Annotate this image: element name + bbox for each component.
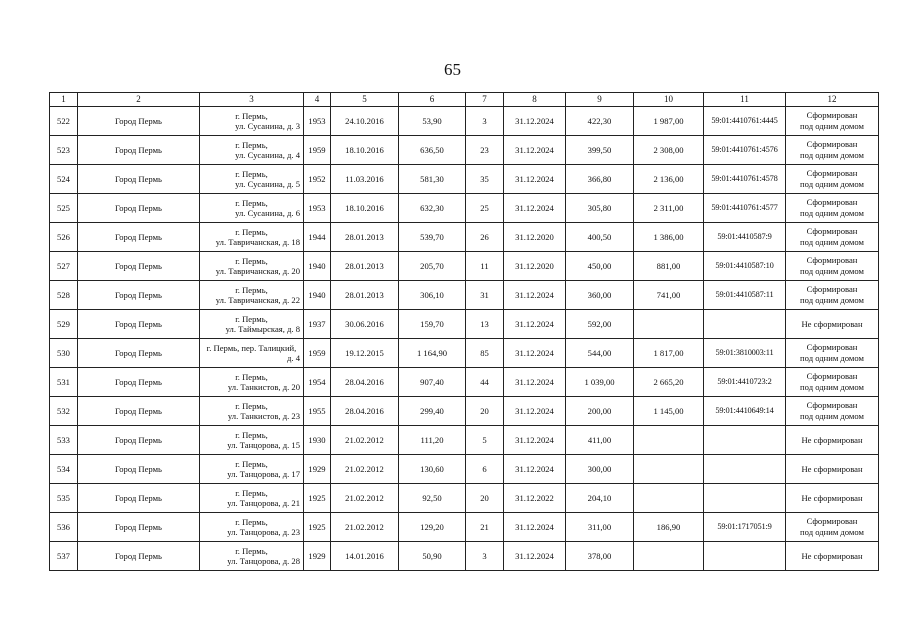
value10-cell: 1 817,00 <box>634 339 704 368</box>
address-cell <box>200 252 304 281</box>
status-line: Сформирован <box>806 197 858 207</box>
table-row <box>50 310 879 339</box>
status-line: Сформирован <box>806 516 858 526</box>
address-line-city: г. Пермь, <box>235 255 268 266</box>
status-line: Сформирован <box>806 110 858 120</box>
address-cell <box>200 107 304 136</box>
value9-cell: 305,80 <box>566 194 634 223</box>
year-cell: 1925 <box>304 513 331 542</box>
status-detail: под одним домом <box>800 208 864 218</box>
value9-cell: 592,00 <box>566 310 634 339</box>
address-line-street: д. 4 <box>287 353 300 363</box>
address-line-city: г. Пермь, <box>235 487 268 498</box>
value10-cell: 2 311,00 <box>634 194 704 223</box>
city-cell: Город Пермь <box>78 223 200 252</box>
city-cell: Город Пермь <box>78 252 200 281</box>
value9-cell: 366,80 <box>566 165 634 194</box>
address-line-city: г. Пермь, <box>235 110 268 121</box>
city-cell: Город Пермь <box>78 397 200 426</box>
table-row <box>50 281 879 310</box>
header-row <box>50 93 879 107</box>
column-header: 12 <box>786 93 879 107</box>
status-detail: под одним домом <box>800 121 864 131</box>
table-row <box>50 484 879 513</box>
status-cell <box>786 281 879 310</box>
area-cell: 129,20 <box>399 513 466 542</box>
end-date-cell: 31.12.2024 <box>504 310 566 339</box>
address-cell <box>200 136 304 165</box>
status-detail: под одним домом <box>800 295 864 305</box>
address-cell <box>200 484 304 513</box>
address-line-city: г. Пермь, <box>235 139 268 150</box>
status-detail: под одним домом <box>800 411 864 421</box>
row-number: 535 <box>50 484 78 513</box>
address-line-street: ул. Тавричанская, д. 22 <box>215 295 300 305</box>
cadastral-cell: 59:01:4410587:11 <box>704 281 786 310</box>
cadastral-cell: 59:01:4410649:14 <box>704 397 786 426</box>
value9-cell: 311,00 <box>566 513 634 542</box>
area-cell: 130,60 <box>399 455 466 484</box>
address-cell <box>200 194 304 223</box>
column-header: 8 <box>504 93 566 107</box>
address-line-city: г. Пермь, <box>235 371 268 382</box>
value9-cell: 450,00 <box>566 252 634 281</box>
column-header: 10 <box>634 93 704 107</box>
count-cell: 3 <box>466 107 504 136</box>
status-cell <box>786 368 879 397</box>
table-row <box>50 223 879 252</box>
date-cell: 21.02.2012 <box>331 513 399 542</box>
date-cell: 24.10.2016 <box>331 107 399 136</box>
value9-cell: 399,50 <box>566 136 634 165</box>
address-line-street: ул. Танкистов, д. 20 <box>227 382 300 392</box>
status-cell <box>786 252 879 281</box>
address-line-city: г. Пермь, <box>235 197 268 208</box>
status-line: Сформирован <box>806 400 858 410</box>
city-cell: Город Пермь <box>78 542 200 571</box>
status-detail: под одним домом <box>800 237 864 247</box>
status-line: Не сформирован <box>801 463 863 474</box>
row-number: 526 <box>50 223 78 252</box>
row-number: 528 <box>50 281 78 310</box>
address-line-city: г. Пермь, <box>235 284 268 295</box>
address-cell <box>200 339 304 368</box>
city-cell: Город Пермь <box>78 194 200 223</box>
end-date-cell: 31.12.2024 <box>504 107 566 136</box>
cadastral-cell <box>704 426 786 455</box>
value9-cell: 378,00 <box>566 542 634 571</box>
address-cell <box>200 223 304 252</box>
row-number: 527 <box>50 252 78 281</box>
status-cell <box>786 339 879 368</box>
value10-cell: 1 386,00 <box>634 223 704 252</box>
end-date-cell: 31.12.2024 <box>504 281 566 310</box>
end-date-cell: 31.12.2024 <box>504 194 566 223</box>
status-line: Сформирован <box>806 168 858 178</box>
status-cell <box>786 136 879 165</box>
city-cell: Город Пермь <box>78 426 200 455</box>
year-cell: 1925 <box>304 484 331 513</box>
status-detail: под одним домом <box>800 353 864 363</box>
count-cell: 35 <box>466 165 504 194</box>
city-cell: Город Пермь <box>78 136 200 165</box>
status-line: Сформирован <box>806 226 858 236</box>
address-line-street: ул. Сусанина, д. 3 <box>235 121 300 131</box>
area-cell: 159,70 <box>399 310 466 339</box>
end-date-cell: 31.12.2024 <box>504 165 566 194</box>
row-number: 533 <box>50 426 78 455</box>
year-cell: 1959 <box>304 136 331 165</box>
area-cell: 1 164,90 <box>399 339 466 368</box>
column-header: 2 <box>78 93 200 107</box>
value10-cell <box>634 310 704 339</box>
cadastral-cell: 59:01:4410723:2 <box>704 368 786 397</box>
area-cell: 299,40 <box>399 397 466 426</box>
row-number: 531 <box>50 368 78 397</box>
row-number: 530 <box>50 339 78 368</box>
column-header: 1 <box>50 93 78 107</box>
address-line-street: ул. Танцорова, д. 21 <box>227 498 300 508</box>
address-cell <box>200 368 304 397</box>
year-cell: 1953 <box>304 194 331 223</box>
count-cell: 13 <box>466 310 504 339</box>
year-cell: 1944 <box>304 223 331 252</box>
column-header: 11 <box>704 93 786 107</box>
table-row <box>50 397 879 426</box>
table-row <box>50 194 879 223</box>
cadastral-cell: 59:01:1717051:9 <box>704 513 786 542</box>
area-cell: 539,70 <box>399 223 466 252</box>
table-row <box>50 542 879 571</box>
address-line-street: ул. Танцорова, д. 15 <box>227 440 300 450</box>
address-line-street: ул. Сусанина, д. 5 <box>235 179 300 189</box>
row-number: 532 <box>50 397 78 426</box>
year-cell: 1930 <box>304 426 331 455</box>
end-date-cell: 31.12.2024 <box>504 368 566 397</box>
table-row <box>50 339 879 368</box>
value9-cell: 422,30 <box>566 107 634 136</box>
status-cell <box>786 513 879 542</box>
value9-cell: 300,00 <box>566 455 634 484</box>
area-cell: 636,50 <box>399 136 466 165</box>
end-date-cell: 31.12.2024 <box>504 426 566 455</box>
table-row <box>50 252 879 281</box>
date-cell: 28.01.2013 <box>331 223 399 252</box>
address-line-city: г. Пермь, <box>235 545 268 556</box>
year-cell: 1952 <box>304 165 331 194</box>
count-cell: 26 <box>466 223 504 252</box>
status-detail: под одним домом <box>800 382 864 392</box>
status-cell <box>786 165 879 194</box>
count-cell: 11 <box>466 252 504 281</box>
city-cell: Город Пермь <box>78 484 200 513</box>
year-cell: 1953 <box>304 107 331 136</box>
column-header: 4 <box>304 93 331 107</box>
date-cell: 28.04.2016 <box>331 397 399 426</box>
city-cell: Город Пермь <box>78 165 200 194</box>
status-cell <box>786 484 879 513</box>
status-line: Не сформирован <box>801 434 863 445</box>
address-cell <box>200 513 304 542</box>
end-date-cell: 31.12.2024 <box>504 513 566 542</box>
count-cell: 6 <box>466 455 504 484</box>
value10-cell <box>634 455 704 484</box>
city-cell: Город Пермь <box>78 281 200 310</box>
table-row <box>50 368 879 397</box>
city-cell: Город Пермь <box>78 107 200 136</box>
value10-cell: 2 136,00 <box>634 165 704 194</box>
address-line-city: г. Пермь, <box>235 458 268 469</box>
status-line: Сформирован <box>806 284 858 294</box>
address-cell <box>200 397 304 426</box>
row-number: 529 <box>50 310 78 339</box>
address-line-city: г. Пермь, <box>235 400 268 411</box>
housing-table <box>49 92 879 571</box>
end-date-cell: 31.12.2024 <box>504 339 566 368</box>
value10-cell <box>634 426 704 455</box>
date-cell: 30.06.2016 <box>331 310 399 339</box>
address-line-street: ул. Таймырская, д. 8 <box>225 324 300 334</box>
status-cell <box>786 397 879 426</box>
date-cell: 21.02.2012 <box>331 426 399 455</box>
cadastral-cell: 59:01:4410761:4577 <box>704 194 786 223</box>
count-cell: 85 <box>466 339 504 368</box>
address-line-city: г. Пермь, <box>235 429 268 440</box>
address-cell <box>200 542 304 571</box>
end-date-cell: 31.12.2024 <box>504 455 566 484</box>
address-line-street: ул. Сусанина, д. 4 <box>235 150 300 160</box>
status-line: Не сформирован <box>801 550 863 561</box>
count-cell: 5 <box>466 426 504 455</box>
column-header: 5 <box>331 93 399 107</box>
address-line-city: г. Пермь, <box>235 226 268 237</box>
value10-cell: 741,00 <box>634 281 704 310</box>
status-cell <box>786 223 879 252</box>
count-cell: 20 <box>466 397 504 426</box>
city-cell: Город Пермь <box>78 310 200 339</box>
count-cell: 31 <box>466 281 504 310</box>
row-number: 537 <box>50 542 78 571</box>
address-line-street: ул. Танкистов, д. 23 <box>227 411 300 421</box>
count-cell: 44 <box>466 368 504 397</box>
value9-cell: 204,10 <box>566 484 634 513</box>
area-cell: 581,30 <box>399 165 466 194</box>
year-cell: 1940 <box>304 252 331 281</box>
date-cell: 18.10.2016 <box>331 136 399 165</box>
status-line: Сформирован <box>806 371 858 381</box>
row-number: 523 <box>50 136 78 165</box>
value9-cell: 400,50 <box>566 223 634 252</box>
table-row <box>50 426 879 455</box>
cadastral-cell: 59:01:4410587:10 <box>704 252 786 281</box>
address-line-city: г. Пермь, <box>235 168 268 179</box>
count-cell: 3 <box>466 542 504 571</box>
value10-cell: 1 145,00 <box>634 397 704 426</box>
area-cell: 53,90 <box>399 107 466 136</box>
row-number: 522 <box>50 107 78 136</box>
status-cell <box>786 194 879 223</box>
cadastral-cell <box>704 542 786 571</box>
page-number: 65 <box>444 60 461 79</box>
address-line-street: ул. Сусанина, д. 6 <box>235 208 300 218</box>
end-date-cell: 31.12.2020 <box>504 252 566 281</box>
column-header: 7 <box>466 93 504 107</box>
cadastral-cell: 59:01:3810003:11 <box>704 339 786 368</box>
cadastral-cell <box>704 484 786 513</box>
status-detail: под одним домом <box>800 150 864 160</box>
row-number: 524 <box>50 165 78 194</box>
date-cell: 28.01.2013 <box>331 281 399 310</box>
city-cell: Город Пермь <box>78 339 200 368</box>
status-line: Сформирован <box>806 255 858 265</box>
cadastral-cell: 59:01:4410761:4445 <box>704 107 786 136</box>
status-detail: под одним домом <box>800 266 864 276</box>
count-cell: 21 <box>466 513 504 542</box>
value10-cell: 1 987,00 <box>634 107 704 136</box>
row-number: 534 <box>50 455 78 484</box>
count-cell: 20 <box>466 484 504 513</box>
status-detail: под одним домом <box>800 527 864 537</box>
city-cell: Город Пермь <box>78 455 200 484</box>
cadastral-cell <box>704 310 786 339</box>
year-cell: 1937 <box>304 310 331 339</box>
row-number: 536 <box>50 513 78 542</box>
value9-cell: 360,00 <box>566 281 634 310</box>
value10-cell <box>634 484 704 513</box>
end-date-cell: 31.12.2024 <box>504 542 566 571</box>
column-header: 9 <box>566 93 634 107</box>
table-row <box>50 455 879 484</box>
area-cell: 907,40 <box>399 368 466 397</box>
year-cell: 1940 <box>304 281 331 310</box>
value10-cell <box>634 542 704 571</box>
value10-cell: 2 665,20 <box>634 368 704 397</box>
area-cell: 632,30 <box>399 194 466 223</box>
date-cell: 21.02.2012 <box>331 455 399 484</box>
address-line-city: г. Пермь, пер. Талицкий, <box>206 342 297 353</box>
year-cell: 1954 <box>304 368 331 397</box>
address-cell <box>200 455 304 484</box>
address-line-street: ул. Танцорова, д. 17 <box>227 469 300 479</box>
date-cell: 28.04.2016 <box>331 368 399 397</box>
cadastral-cell: 59:01:4410587:9 <box>704 223 786 252</box>
area-cell: 50,90 <box>399 542 466 571</box>
date-cell: 19.12.2015 <box>331 339 399 368</box>
count-cell: 23 <box>466 136 504 165</box>
value9-cell: 544,00 <box>566 339 634 368</box>
row-number: 525 <box>50 194 78 223</box>
status-cell <box>786 426 879 455</box>
area-cell: 111,20 <box>399 426 466 455</box>
address-cell <box>200 281 304 310</box>
count-cell: 25 <box>466 194 504 223</box>
address-line-street: ул. Танцорова, д. 23 <box>227 527 300 537</box>
address-line-street: ул. Тавричанская, д. 18 <box>215 237 300 247</box>
end-date-cell: 31.12.2020 <box>504 223 566 252</box>
status-cell <box>786 310 879 339</box>
cadastral-cell <box>704 455 786 484</box>
area-cell: 306,10 <box>399 281 466 310</box>
area-cell: 205,70 <box>399 252 466 281</box>
address-cell <box>200 165 304 194</box>
status-line: Сформирован <box>806 139 858 149</box>
year-cell: 1929 <box>304 455 331 484</box>
cadastral-cell: 59:01:4410761:4578 <box>704 165 786 194</box>
table-row <box>50 513 879 542</box>
value9-cell: 411,00 <box>566 426 634 455</box>
column-header: 3 <box>200 93 304 107</box>
value10-cell: 186,90 <box>634 513 704 542</box>
table-row <box>50 136 879 165</box>
date-cell: 21.02.2012 <box>331 484 399 513</box>
date-cell: 28.01.2013 <box>331 252 399 281</box>
year-cell: 1929 <box>304 542 331 571</box>
value10-cell: 881,00 <box>634 252 704 281</box>
year-cell: 1955 <box>304 397 331 426</box>
address-line-street: ул. Тавричанская, д. 20 <box>215 266 300 276</box>
status-line: Не сформирован <box>801 492 863 503</box>
end-date-cell: 31.12.2024 <box>504 397 566 426</box>
status-cell <box>786 455 879 484</box>
address-line-street: ул. Танцорова, д. 28 <box>227 556 300 566</box>
date-cell: 18.10.2016 <box>331 194 399 223</box>
end-date-cell: 31.12.2024 <box>504 136 566 165</box>
status-line: Сформирован <box>806 342 858 352</box>
value9-cell: 200,00 <box>566 397 634 426</box>
status-cell <box>786 107 879 136</box>
address-cell <box>200 426 304 455</box>
end-date-cell: 31.12.2022 <box>504 484 566 513</box>
year-cell: 1959 <box>304 339 331 368</box>
table-row <box>50 165 879 194</box>
address-cell <box>200 310 304 339</box>
address-line-city: г. Пермь, <box>235 313 268 324</box>
date-cell: 11.03.2016 <box>331 165 399 194</box>
cadastral-cell: 59:01:4410761:4576 <box>704 136 786 165</box>
city-cell: Город Пермь <box>78 513 200 542</box>
table-row <box>50 107 879 136</box>
value10-cell: 2 308,00 <box>634 136 704 165</box>
address-line-city: г. Пермь, <box>235 516 268 527</box>
status-cell <box>786 542 879 571</box>
date-cell: 14.01.2016 <box>331 542 399 571</box>
status-line: Не сформирован <box>801 318 863 329</box>
status-detail: под одним домом <box>800 179 864 189</box>
area-cell: 92,50 <box>399 484 466 513</box>
city-cell: Город Пермь <box>78 368 200 397</box>
column-header: 6 <box>399 93 466 107</box>
value9-cell: 1 039,00 <box>566 368 634 397</box>
